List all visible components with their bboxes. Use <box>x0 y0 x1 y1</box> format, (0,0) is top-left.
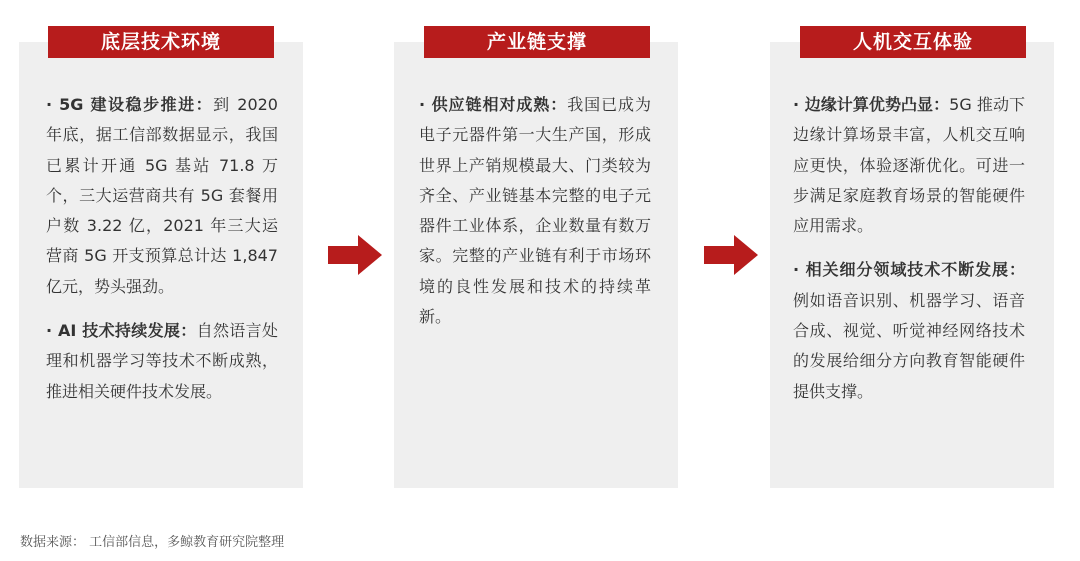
bullet-lead: · 相关细分领域技术不断发展： <box>793 260 1025 280</box>
bullet-lead: · 边缘计算优势凸显： <box>793 95 950 114</box>
bullet-5g <box>46 90 278 302</box>
bullet-ai <box>46 316 278 407</box>
bullet-subfield-tech <box>793 255 1025 406</box>
panel-title-technology-environment: 底层技术环境 <box>48 26 274 58</box>
arrow-right-icon <box>704 235 758 275</box>
bullet-text: 自然语言处理和机器学习等技术不断成熟，推进相关硬件技术发展。 <box>46 321 278 401</box>
bullet-text: 到 2020 年底，据工信部数据显示，我国已累计开通 5G 基站 71.8 万个，三大运营商共有 5G 套餐用户数 3.22 亿，2021 年三大运营商 5G 开支预算总计达 1,847 亿元，势头强劲。 <box>46 95 278 296</box>
panel-body-human-computer-interaction <box>793 90 1025 421</box>
bullet-lead: · 5G 建设稳步推进： <box>46 95 214 114</box>
bullet-supply-chain <box>419 90 651 332</box>
source-footnote: 数据来源： 工信部信息，多鲸教育研究院整理 <box>20 535 285 550</box>
bullet-text: 我国已成为电子元器件第一大生产国，形成世界上产销规模最大、门类较为齐全、产业链基本完整的电子元器件工业体系，企业数量有数万家。完整的产业链有利于市场环境的良性发展和技术的持续革新。 <box>419 95 651 327</box>
bullet-lead: · AI 技术持续发展： <box>46 321 197 341</box>
arrow-right-icon <box>328 235 382 275</box>
panel-body-technology-environment <box>46 90 278 421</box>
panel-body-industry-chain <box>419 90 651 346</box>
bullet-text: 5G 推动下边缘计算场景丰富，人机交互响应更快，体验逐渐优化。可进一步满足家庭教育场景的智能硬件应用需求。 <box>793 95 1025 236</box>
panel-title-human-computer-interaction: 人机交互体验 <box>800 26 1026 58</box>
bullet-edge-computing <box>793 90 1025 241</box>
bullet-text: 例如语音识别、机器学习、语音合成、视觉、听觉神经网络技术的发展给细分方向教育智能硬件提供支撑。 <box>793 290 1025 401</box>
panel-title-industry-chain: 产业链支撑 <box>424 26 650 58</box>
bullet-lead: · 供应链相对成熟： <box>419 95 568 114</box>
